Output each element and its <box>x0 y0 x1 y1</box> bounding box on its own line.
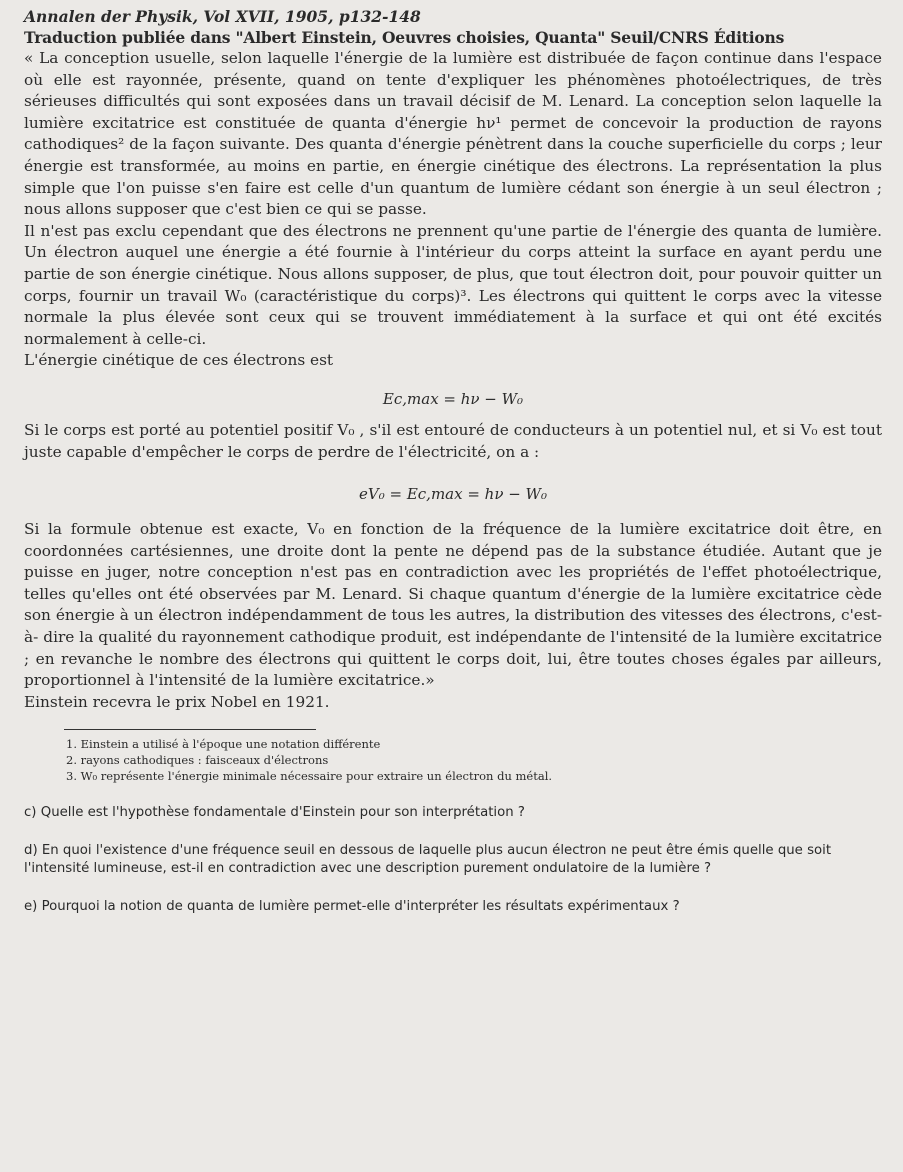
paragraph-nobel-note: Einstein recevra le prix Nobel en 1921. <box>24 692 330 711</box>
footnote-3: 3. W₀ représente l'énergie minimale nécessaire pour extraire un électron du métal. <box>66 769 553 784</box>
question-d: d) En quoi l'existence d'une fréquence seuil en dessous de laquelle plus aucun électron ne peut être émis quelle que soit l'intensité lumineuse, est-il en contradiction avec une description purement ondulatoire de la lumière ? <box>24 843 832 877</box>
footnote-divider <box>64 729 316 730</box>
translation-reference: Traduction publiée dans "Albert Einstein, Oeuvres choisies, Quanta" Seuil/CNRS Éditions <box>24 28 785 47</box>
paragraph-work-function: Il n'est pas exclu cependant que des électrons ne prennent qu'une partie de l'énergie des quanta de lumière. Un électron auquel une énergie a été fournie à l'intérieur du corps atteint la surface en ayant perdu une partie de son énergie cinétique. Nous allons supposer, de plus, que tout électron doit, pour pouvoir quitter un corps, fournir un travail W₀ (caractéristique du corps)³. Les électrons qui quittent le corps avec la vitesse normale la plus élevée sont ceux qui se trouvent immédiatement à la surface et qui ont été excités normalement à celle-ci. <box>24 221 882 348</box>
equation-stopping-potential: eV₀ = Ec,max = hν − W₀ <box>359 485 547 504</box>
source-reference: Annalen der Physik, Vol XVII, 1905, p132-148 <box>24 7 421 26</box>
footnote-2: 2. rayons cathodiques : faisceaux d'électrons <box>66 753 329 768</box>
paragraph-photoelectric-intro: « La conception usuelle, selon laquelle l'énergie de la lumière est distribuée de façon continue dans l'espace où elle est rayonnée, présente, quand on tente d'expliquer les phénomènes photoélectriques, de très sérieuses difficultés qui sont exposées dans un travail décisif de M. Lenard. La conception selon laquelle la lumière excitatrice est constituée de quanta d'énergie hν¹ permet de concevoir la production de rayons cathodiques² de la façon suivante. Des quanta d'énergie pénètrent dans la couche superficielle du corps ; leur énergie est transformée, au moins en partie, en énergie cinétique des électrons. La représentation la plus simple que l'on puisse s'en faire est celle d'un quantum de lumière cédant son énergie à un seul électron ; nous allons supposer que c'est bien ce qui se passe. <box>24 49 882 219</box>
paragraph-stopping-potential: Si le corps est porté au potentiel positif V₀ , s'il est entouré de conducteurs à un potentiel nul, et si V₀ est tout juste capable d'empêcher le corps de perdre de l'électricité, on a : <box>24 420 882 461</box>
footnote-1: 1. Einstein a utilisé à l'époque une notation différente <box>66 737 381 752</box>
question-e: e) Pourquoi la notion de quanta de lumière permet-elle d'interpréter les résultats expérimentaux ? <box>24 899 680 915</box>
paragraph-kinetic-energy: L'énergie cinétique de ces électrons est <box>24 351 334 370</box>
document-page <box>24 6 882 916</box>
question-c: c) Quelle est l'hypothèse fondamentale d'Einstein pour son interprétation ? <box>24 805 525 821</box>
paragraph-consequences: Si la formule obtenue est exacte, V₀ en fonction de la fréquence de la lumière excitatrice doit être, en coordonnées cartésiennes, une droite dont la pente ne dépend pas de la substance étudiée. Autant que je puisse en juger, notre conception n'est pas en contradiction avec les propriétés de l'effet photoélectrique, telles qu'elles ont été observées par M. Lenard. Si chaque quantum d'énergie de la lumière excitatrice cède son énergie à un électron indépendamment de tous les autres, la distribution des vitesses des électrons, c'est-à- dire la qualité du rayonnement cathodique produit, est indépendante de l'intensité de la lumière excitatrice ; en revanche le nombre des électrons qui quittent le corps doit, lui, être toutes choses égales par ailleurs, proportionnel à l'intensité de la lumière excitatrice.» <box>24 520 882 690</box>
equation-max-kinetic-energy: Ec,max = hν − W₀ <box>382 389 524 408</box>
